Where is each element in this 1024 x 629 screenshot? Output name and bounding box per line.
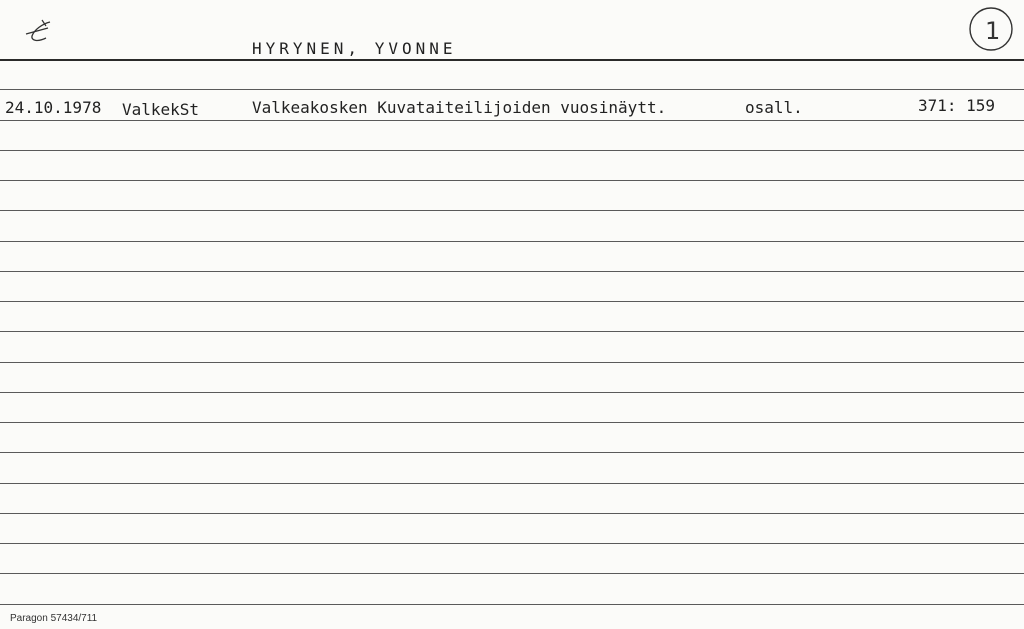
- rule-line: [0, 210, 1024, 211]
- person-name: HYRYNEN, YVONNE: [252, 39, 457, 58]
- rule-line: [0, 604, 1024, 605]
- rule-line: [0, 120, 1024, 121]
- rule-line: [0, 271, 1024, 272]
- rule-line: [0, 573, 1024, 574]
- rule-line: [0, 180, 1024, 181]
- rule-line: [0, 483, 1024, 484]
- rule-line: [0, 301, 1024, 302]
- entry-date: 24.10.1978: [5, 98, 102, 117]
- circled-card-number: [966, 4, 1018, 54]
- rule-line: [0, 543, 1024, 544]
- handwritten-e-mark: [20, 14, 60, 48]
- entry-reference: 371: 159: [918, 96, 996, 115]
- rule-line: [0, 362, 1024, 363]
- rule-line: [0, 513, 1024, 514]
- rule-line: [0, 89, 1024, 90]
- entry-place: ValkekSt: [122, 100, 200, 119]
- rule-line: [0, 150, 1024, 151]
- entry-role: osall.: [745, 98, 803, 117]
- entry-description: Valkeakosken Kuvataiteilijoiden vuosinäytt.: [252, 98, 667, 117]
- rule-line: [0, 241, 1024, 242]
- header-rule: [0, 59, 1024, 61]
- printer-imprint: Paragon 57434/711: [10, 613, 98, 624]
- rule-line: [0, 452, 1024, 453]
- rule-line: [0, 331, 1024, 332]
- rule-line: [0, 422, 1024, 423]
- rule-line: [0, 392, 1024, 393]
- card-number: 1: [985, 17, 1001, 45]
